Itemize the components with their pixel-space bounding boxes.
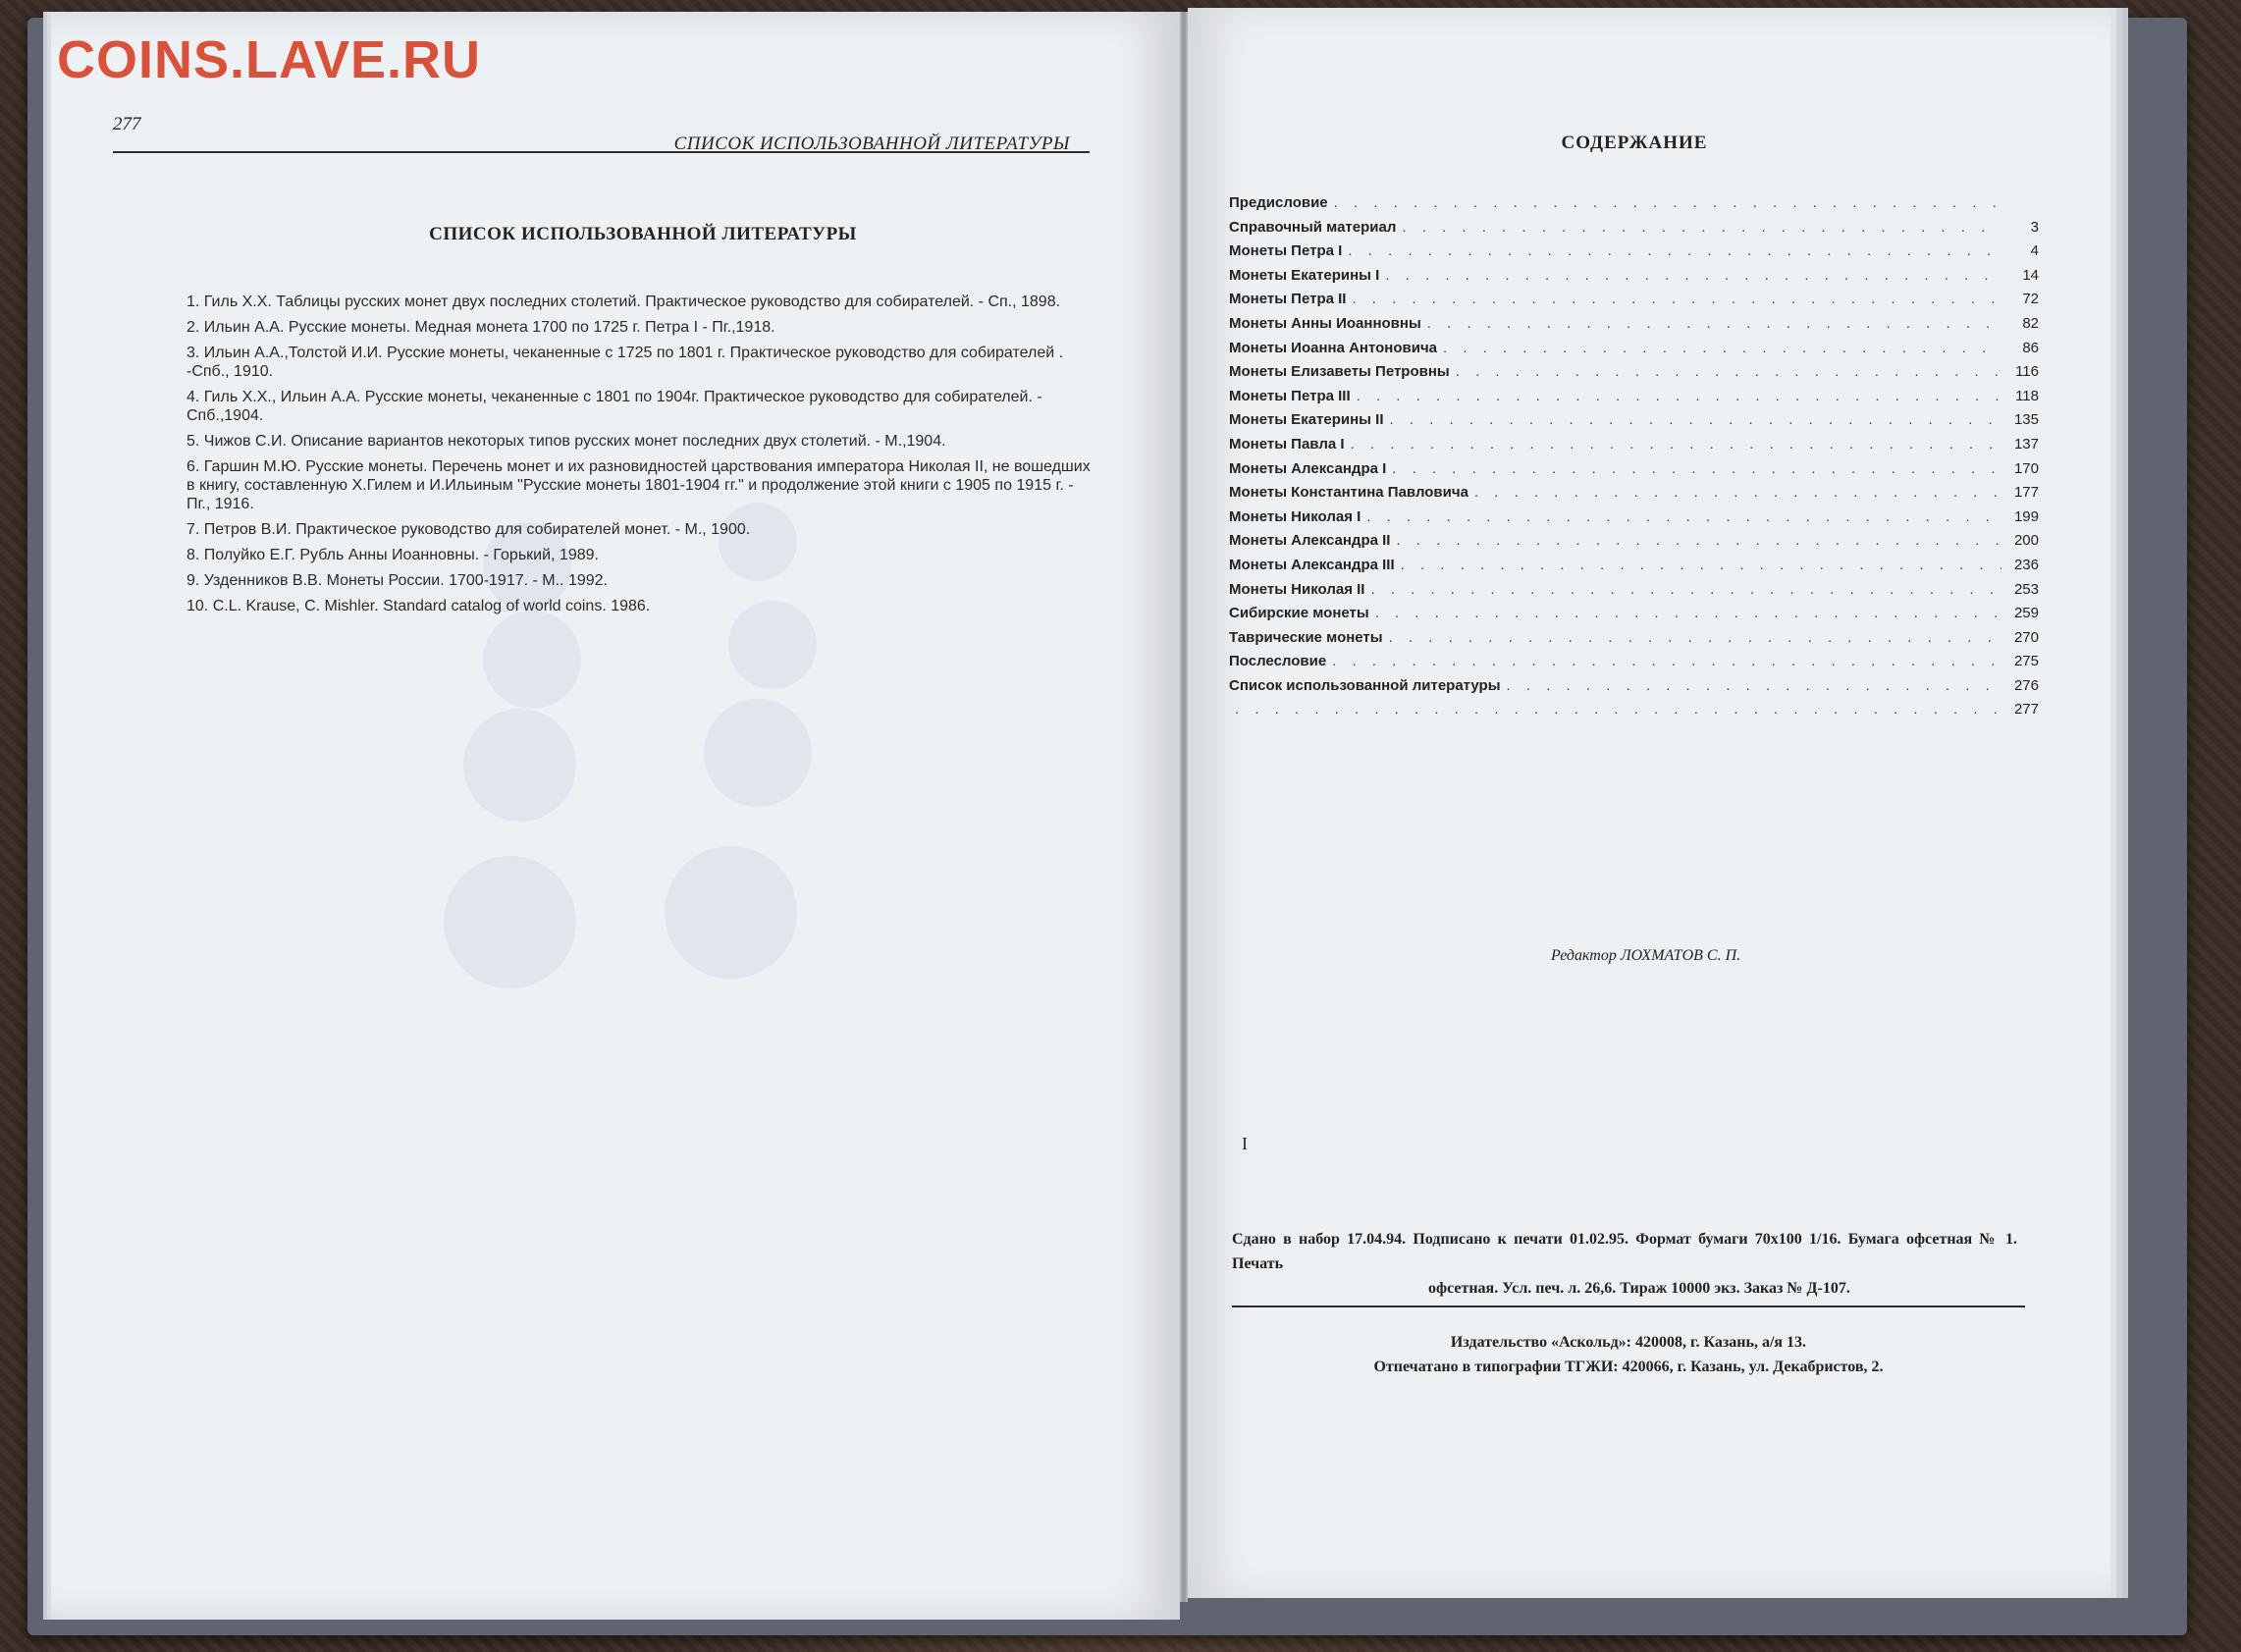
toc-entry — [1229, 219, 2039, 243]
reference-item: 10. C.L. Krause, C. Mishler. Standard catalog of world coins. 1986. — [187, 598, 651, 614]
contents-title: СОДЕРЖАНИЕ — [1561, 133, 1708, 153]
toc-entry-page: 14 — [2022, 266, 2039, 284]
toc-entry-page: 200 — [2013, 532, 2039, 550]
reference-item: 4. Гиль Х.Х., Ильин А.А. Русские монеты, чеканенные с 1801 по 1904г. Практическое руководство для собирателей. - Спб.,1904. — [187, 389, 1042, 424]
toc-leader-dots — [1507, 677, 2001, 694]
toc-entry — [1229, 291, 2039, 315]
toc-entry — [1229, 581, 2039, 606]
book-gutter — [1180, 12, 1188, 1602]
toc-entry-page: 4 — [2030, 242, 2039, 260]
reference-item: 3. Ильин А.А.,Толстой И.И. Русские монеты, чеканенные с 1725 по 1801 г. Практическое руководство для собирателей . -Спб., 1910. — [187, 345, 1064, 380]
toc-entry — [1229, 484, 2039, 508]
toc-entry-page: 3 — [2030, 218, 2039, 236]
toc-leader-dots — [1375, 605, 2001, 621]
toc-entry-title: Монеты Александра II — [1229, 532, 1391, 550]
toc-entry-title: Монеты Екатерины II — [1229, 411, 1384, 429]
toc-entry-title: Монеты Константина Павловича — [1229, 484, 1468, 502]
toc-entry-title: Монеты Александра III — [1229, 556, 1395, 573]
toc-entry — [1229, 557, 2039, 581]
toc-entry — [1229, 242, 2039, 267]
toc-entry-title: Монеты Анны Иоанновны — [1229, 314, 1421, 332]
toc-entry — [1229, 460, 2039, 485]
reference-item: 8. Полуйко Е.Г. Рубль Анны Иоанновны. - Горький, 1989. — [187, 547, 599, 563]
toc-entry-title: Предисловие — [1229, 194, 1328, 211]
toc-entry — [1229, 532, 2039, 557]
toc-entry-page: 177 — [2013, 484, 2039, 502]
toc-entry-title: Монеты Николая I — [1229, 507, 1361, 525]
toc-entry-page: 72 — [2022, 291, 2039, 308]
page-mark: I — [1242, 1134, 1248, 1153]
reference-item: 5. Чижов С.И. Описание вариантов некоторых типов русских монет последних двух столетий. - М.,1904. — [187, 433, 946, 450]
toc-entry-page: 135 — [2013, 411, 2039, 429]
toc-leader-dots — [1396, 532, 2001, 549]
bibliography-title: СПИСОК ИСПОЛЬЗОВАННОЙ ЛИТЕРАТУРЫ — [429, 224, 857, 244]
ghost-coin — [704, 699, 812, 807]
toc-leader-dots — [1392, 460, 2001, 477]
toc-leader-dots — [1401, 557, 2001, 573]
toc-leader-dots — [1334, 194, 2001, 211]
ghost-coin — [444, 856, 576, 988]
toc-leader-dots — [1427, 315, 2001, 332]
reference-list — [187, 293, 1099, 622]
toc-entry-page: 236 — [2013, 556, 2039, 573]
toc-leader-dots — [1474, 484, 2001, 501]
publisher-line-1: Издательство «Аскольд»: 420008, г. Казань, а/я 13. — [1450, 1334, 1807, 1351]
toc-entry-title: Монеты Иоанна Антоновича — [1229, 339, 1438, 356]
toc-entry — [1229, 388, 2039, 412]
toc-entry-title: Сибирские монеты — [1229, 605, 1369, 622]
imprint-line-2: офсетная. Усл. печ. л. 26,6. Тираж 10000 экз. Заказ № Д-107. — [1428, 1280, 1850, 1297]
toc-entry-page: 116 — [2015, 363, 2039, 381]
ghost-coin — [463, 709, 576, 822]
reference-item: 7. Петров В.И. Практическое руководство для собирателей монет. - М., 1900. — [187, 521, 751, 538]
toc-leader-dots — [1352, 291, 2001, 307]
toc-entry — [1229, 508, 2039, 533]
toc-entry-title: Монеты Елизаветы Петровны — [1229, 363, 1450, 381]
reference-item: 6. Гаршин М.Ю. Русские монеты. Перечень монет и их разновидностей царствования императора Николая II, не вошедших в книгу, составленную Х.Гилем и И.Ильиным "Русские монеты 1801-1904 гг." и продолжение этой книги с 1905 по 1915 г. - Пг., 1916. — [187, 458, 1091, 512]
running-head — [113, 110, 1090, 153]
left-page — [51, 12, 1180, 1620]
toc-entry — [1229, 340, 2039, 364]
toc-entry-title: Послесловие — [1229, 653, 1327, 670]
reference-item: 2. Ильин А.А. Русские монеты. Медная монета 1700 по 1725 г. Петра I - Пг.,1918. — [187, 319, 775, 336]
toc-leader-dots — [1443, 340, 2001, 356]
toc-entry-title: Список использованной литературы — [1229, 676, 1501, 694]
toc-entry-title: Таврические монеты — [1229, 628, 1383, 646]
publisher-line-2: Отпечатано в типографии ТГЖИ: 420066, г. Казань, ул. Декабристов, 2. — [1373, 1359, 1884, 1375]
toc-entry-page: 118 — [2015, 387, 2039, 404]
toc-leader-dots — [1357, 388, 2001, 404]
toc-entry — [1229, 267, 2039, 292]
toc-entry-title: Монеты Петра I — [1229, 242, 1343, 260]
toc-leader-dots — [1235, 701, 2001, 718]
imprint-line-1: Сдано в набор 17.04.94. Подписано к печати 01.02.95. Формат бумаги 70х100 1/16. Бумага офсетная № 1. Печать — [1232, 1231, 2017, 1272]
toc-entry — [1229, 677, 2039, 702]
toc-leader-dots — [1348, 242, 2001, 259]
toc-leader-dots — [1370, 581, 2001, 598]
toc-entry-page: 270 — [2013, 628, 2039, 646]
toc-entry — [1229, 363, 2039, 388]
page-number: 277 — [113, 114, 141, 134]
toc-entry-page: 86 — [2022, 339, 2039, 356]
toc-entry — [1229, 605, 2039, 629]
toc-leader-dots — [1389, 629, 2001, 646]
table-of-contents — [1229, 194, 2039, 725]
reference-item: 9. Узденников В.В. Монеты России. 1700-1917. - М.. 1992. — [187, 572, 608, 589]
toc-leader-dots — [1385, 267, 2001, 284]
running-head-title: СПИСОК ИСПОЛЬЗОВАННОЙ ЛИТЕРАТУРЫ — [673, 133, 1070, 154]
toc-leader-dots — [1456, 363, 2001, 380]
ghost-coin — [665, 846, 797, 979]
toc-entry-page: 275 — [2013, 653, 2039, 670]
toc-entry — [1229, 315, 2039, 340]
toc-entry-title: Монеты Павла I — [1229, 435, 1345, 453]
reference-item: 1. Гиль Х.Х. Таблицы русских монет двух последних столетий. Практическое руководство для собирателей. - Сп., 1898. — [187, 293, 1061, 310]
toc-entry — [1229, 629, 2039, 654]
toc-entry-page: 277 — [2013, 701, 2039, 719]
toc-entry-page: 82 — [2022, 314, 2039, 332]
toc-entry — [1229, 701, 2039, 725]
toc-leader-dots — [1332, 653, 2001, 669]
toc-entry-page: 276 — [2013, 676, 2039, 694]
watermark: COINS.LAVE.RU — [57, 30, 482, 89]
ghost-coin — [483, 611, 581, 709]
toc-entry — [1229, 436, 2039, 460]
toc-entry-page: 259 — [2013, 605, 2039, 622]
toc-entry-title: Монеты Николая II — [1229, 580, 1365, 598]
toc-entry-title: Монеты Александра I — [1229, 459, 1387, 477]
toc-entry-title: Справочный материал — [1229, 218, 1397, 236]
toc-entry-page: 137 — [2013, 435, 2039, 453]
toc-leader-dots — [1366, 508, 2001, 525]
publisher-info — [1232, 1330, 2025, 1379]
print-imprint — [1232, 1227, 2017, 1301]
toc-entry — [1229, 194, 2039, 219]
toc-entry-page: 253 — [2013, 580, 2039, 598]
toc-leader-dots — [1402, 219, 2001, 236]
toc-entry-page: 170 — [2013, 459, 2039, 477]
imprint-rule — [1232, 1306, 2025, 1307]
toc-entry — [1229, 653, 2039, 677]
toc-entry-title: Монеты Петра III — [1229, 387, 1351, 404]
editor-credit: Редактор ЛОХМАТОВ С. П. — [1551, 947, 1741, 964]
toc-entry-title: Монеты Екатерины I — [1229, 266, 1380, 284]
toc-leader-dots — [1351, 436, 2001, 453]
toc-entry-title: Монеты Петра II — [1229, 291, 1347, 308]
toc-leader-dots — [1390, 411, 2002, 428]
toc-entry-page: 199 — [2013, 507, 2039, 525]
toc-entry — [1229, 411, 2039, 436]
